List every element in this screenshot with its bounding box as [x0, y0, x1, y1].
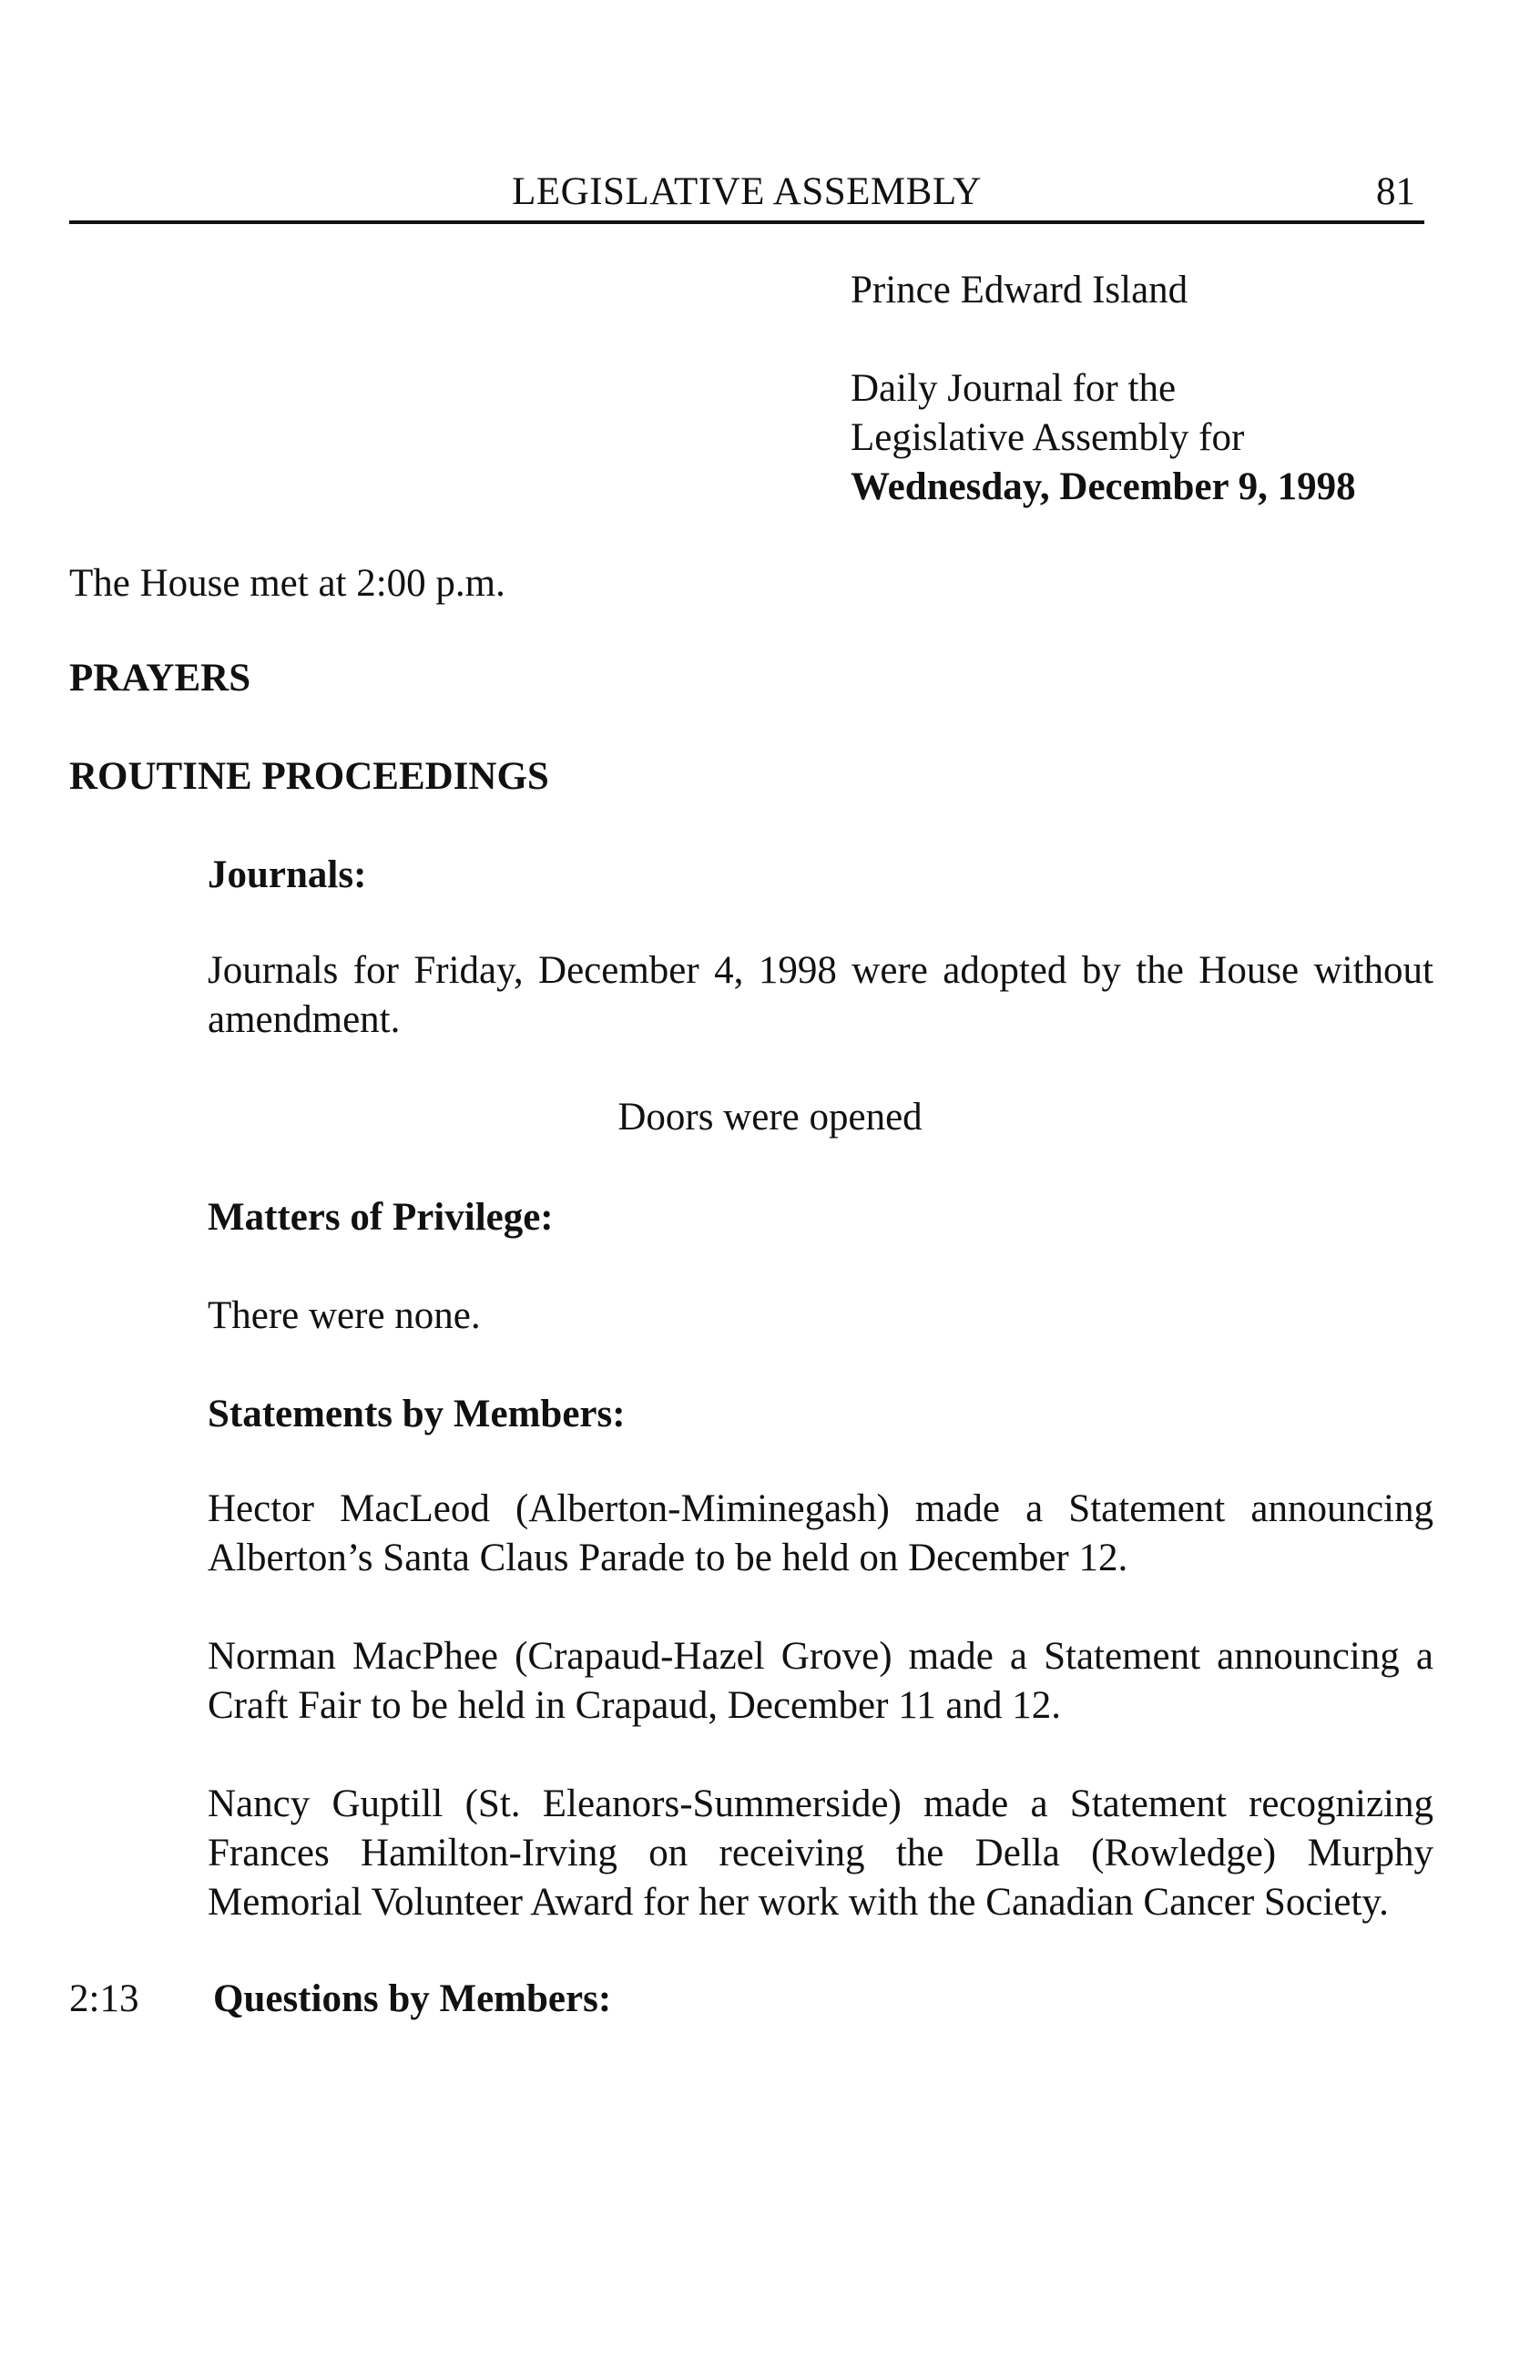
statement-item: Hector MacLeod (Alberton-Miminegash) made a Statement announcing Alberton’s Santa Claus Parade to be held on December 12.	[208, 1487, 1433, 1579]
journal-line-1: Daily Journal for the	[851, 367, 1177, 410]
privilege-heading: Matters of Privilege:	[208, 1196, 554, 1239]
journals-text: Journals for Friday, December 4, 1998 were adopted by the House without amendment.	[208, 949, 1433, 1041]
doors-opened-text: Doors were opened	[617, 1096, 923, 1139]
statement-item: Norman MacPhee (Crapaud-Hazel Grove) made a Statement announcing a Craft Fair to be held in Crapaud, December 11 and 12.	[208, 1635, 1433, 1727]
questions-time: 2:13	[69, 1977, 139, 2020]
page-header	[69, 157, 1424, 224]
journals-heading: Journals:	[208, 853, 367, 896]
province-name: Prince Edward Island	[851, 269, 1188, 312]
house-met-text: The House met at 2:00 p.m.	[69, 562, 505, 605]
journal-line-2: Legislative Assembly for	[851, 416, 1245, 459]
statements-heading: Statements by Members:	[208, 1393, 626, 1435]
journal-date: Wednesday, December 9, 1998	[851, 465, 1356, 508]
prayers-heading: PRAYERS	[69, 657, 251, 700]
page-number: 81	[1376, 170, 1415, 213]
privilege-text: There were none.	[208, 1294, 481, 1337]
header-title: LEGISLATIVE ASSEMBLY	[512, 170, 982, 213]
routine-proceedings-heading: ROUTINE PROCEEDINGS	[69, 755, 549, 798]
questions-heading: Questions by Members:	[213, 1977, 612, 2020]
statement-item: Nancy Guptill (St. Eleanors-Summerside) made a Statement recognizing Frances Hamilton-Irving on receiving the Della (Rowledge) Murphy Memorial Volunteer Award for her work with the Canadian Cancer Society.	[208, 1782, 1433, 1924]
